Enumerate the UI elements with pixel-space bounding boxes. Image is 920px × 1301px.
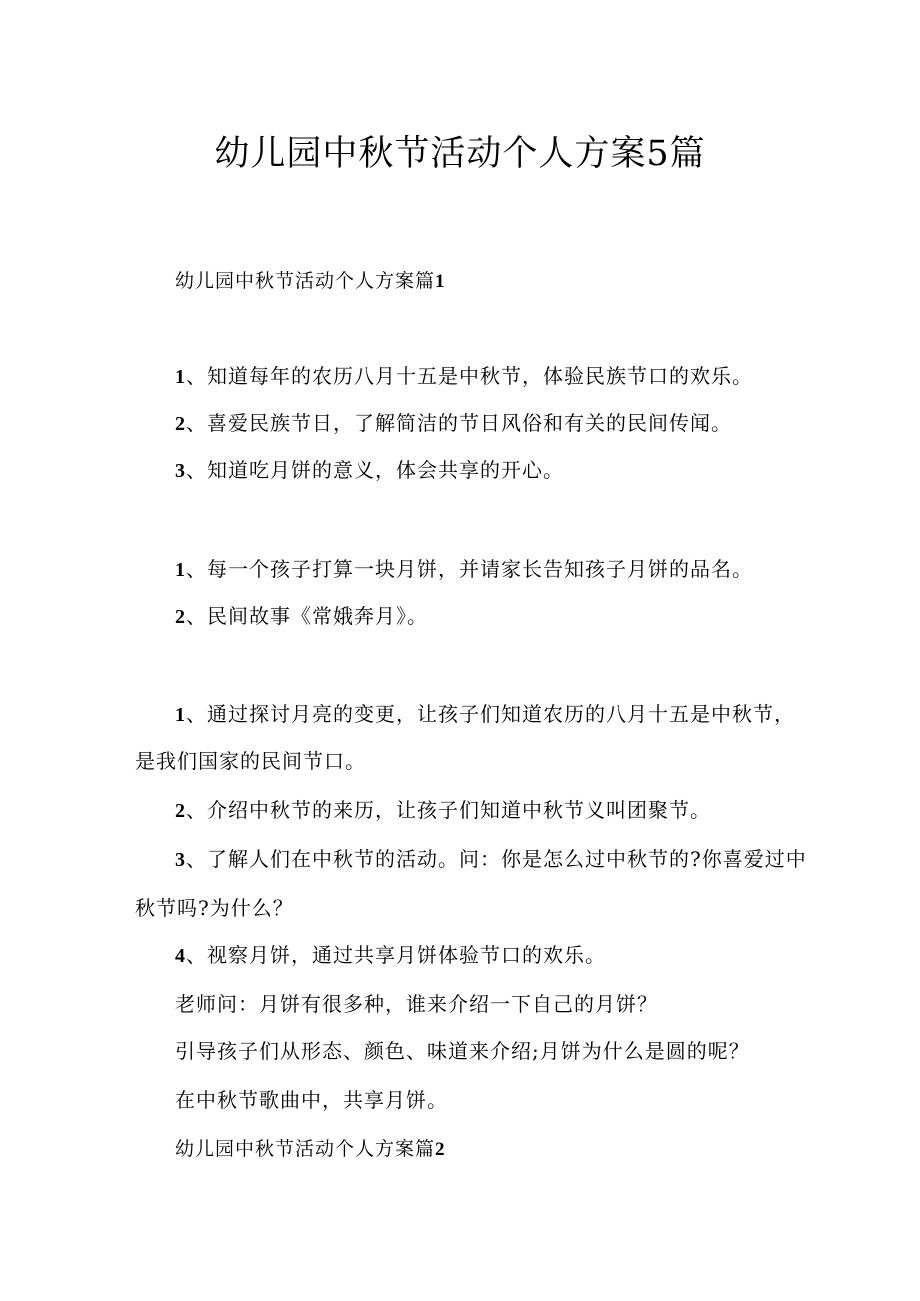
item-number: 2: [175, 606, 186, 628]
item-number: 3: [175, 849, 186, 871]
item-text: 、知道吃月饼的意义，体会共享的开心。: [186, 458, 564, 482]
item-number: 1: [175, 559, 186, 581]
item-text: 、喜爱民族节日，了解简洁的节日风俗和有关的民间传闻。: [186, 411, 732, 435]
section-heading-text: 幼儿园中秋节活动个人方案篇: [175, 1138, 436, 1160]
item-text: 、民间故事《常娥奔月》。: [186, 604, 428, 628]
process-item-3-continuation: 秋节吗?为什么？: [135, 896, 294, 920]
section-heading-number: 1: [435, 271, 446, 292]
paragraph-share: 在中秋节歌曲中，共享月饼。: [175, 1088, 448, 1112]
prep-item-2: [175, 601, 428, 632]
process-item-2: [175, 795, 711, 826]
item-text: 、每一个孩子打算一块月饼，并请家长告知孩子月饼的品名。: [186, 557, 753, 581]
item-text: 、通过探讨月亮的变更，让孩子们知道农历的八月十五是中秋节，: [186, 702, 795, 726]
item-number: 2: [175, 800, 186, 822]
item-number: 2: [175, 413, 186, 435]
process-item-1: [175, 699, 795, 730]
section-1-heading: [175, 266, 446, 297]
item-text: 、视察月饼，通过共享月饼体验节口的欢乐。: [186, 943, 606, 967]
goal-item-2: [175, 408, 732, 439]
item-text: 、了解人们在中秋节的活动。问：你是怎么过中秋节的?你喜爱过中: [186, 847, 807, 871]
item-text: 、介绍中秋节的来历，让孩子们知道中秋节义叫团聚节。: [186, 798, 711, 822]
section-heading-number: 2: [435, 1139, 446, 1160]
section-2-heading: [175, 1134, 446, 1165]
prep-item-1: [175, 554, 753, 585]
item-number: 3: [175, 460, 186, 482]
item-number: 4: [175, 945, 186, 967]
goal-item-1: [175, 361, 753, 392]
process-item-1-continuation: 是我们国家的民间节口。: [135, 749, 366, 773]
goal-item-3: [175, 455, 564, 486]
item-text: 、知道每年的农历八月十五是中秋节，体验民族节口的欢乐。: [186, 364, 753, 388]
item-number: 1: [175, 366, 186, 388]
paragraph-teacher-question: 老师问：月饼有很多种，谁来介绍一下自己的月饼？: [175, 992, 658, 1016]
section-heading-text: 幼儿园中秋节活动个人方案篇: [175, 270, 436, 292]
item-number: 1: [175, 704, 186, 726]
document-title: 幼儿园中秋节活动个人方案5篇: [214, 134, 706, 174]
paragraph-guide: 引导孩子们从形态、颜色、味道来介绍;月饼为什么是圆的呢？: [175, 1039, 750, 1063]
process-item-4: [175, 940, 606, 971]
process-item-3: [175, 844, 807, 875]
